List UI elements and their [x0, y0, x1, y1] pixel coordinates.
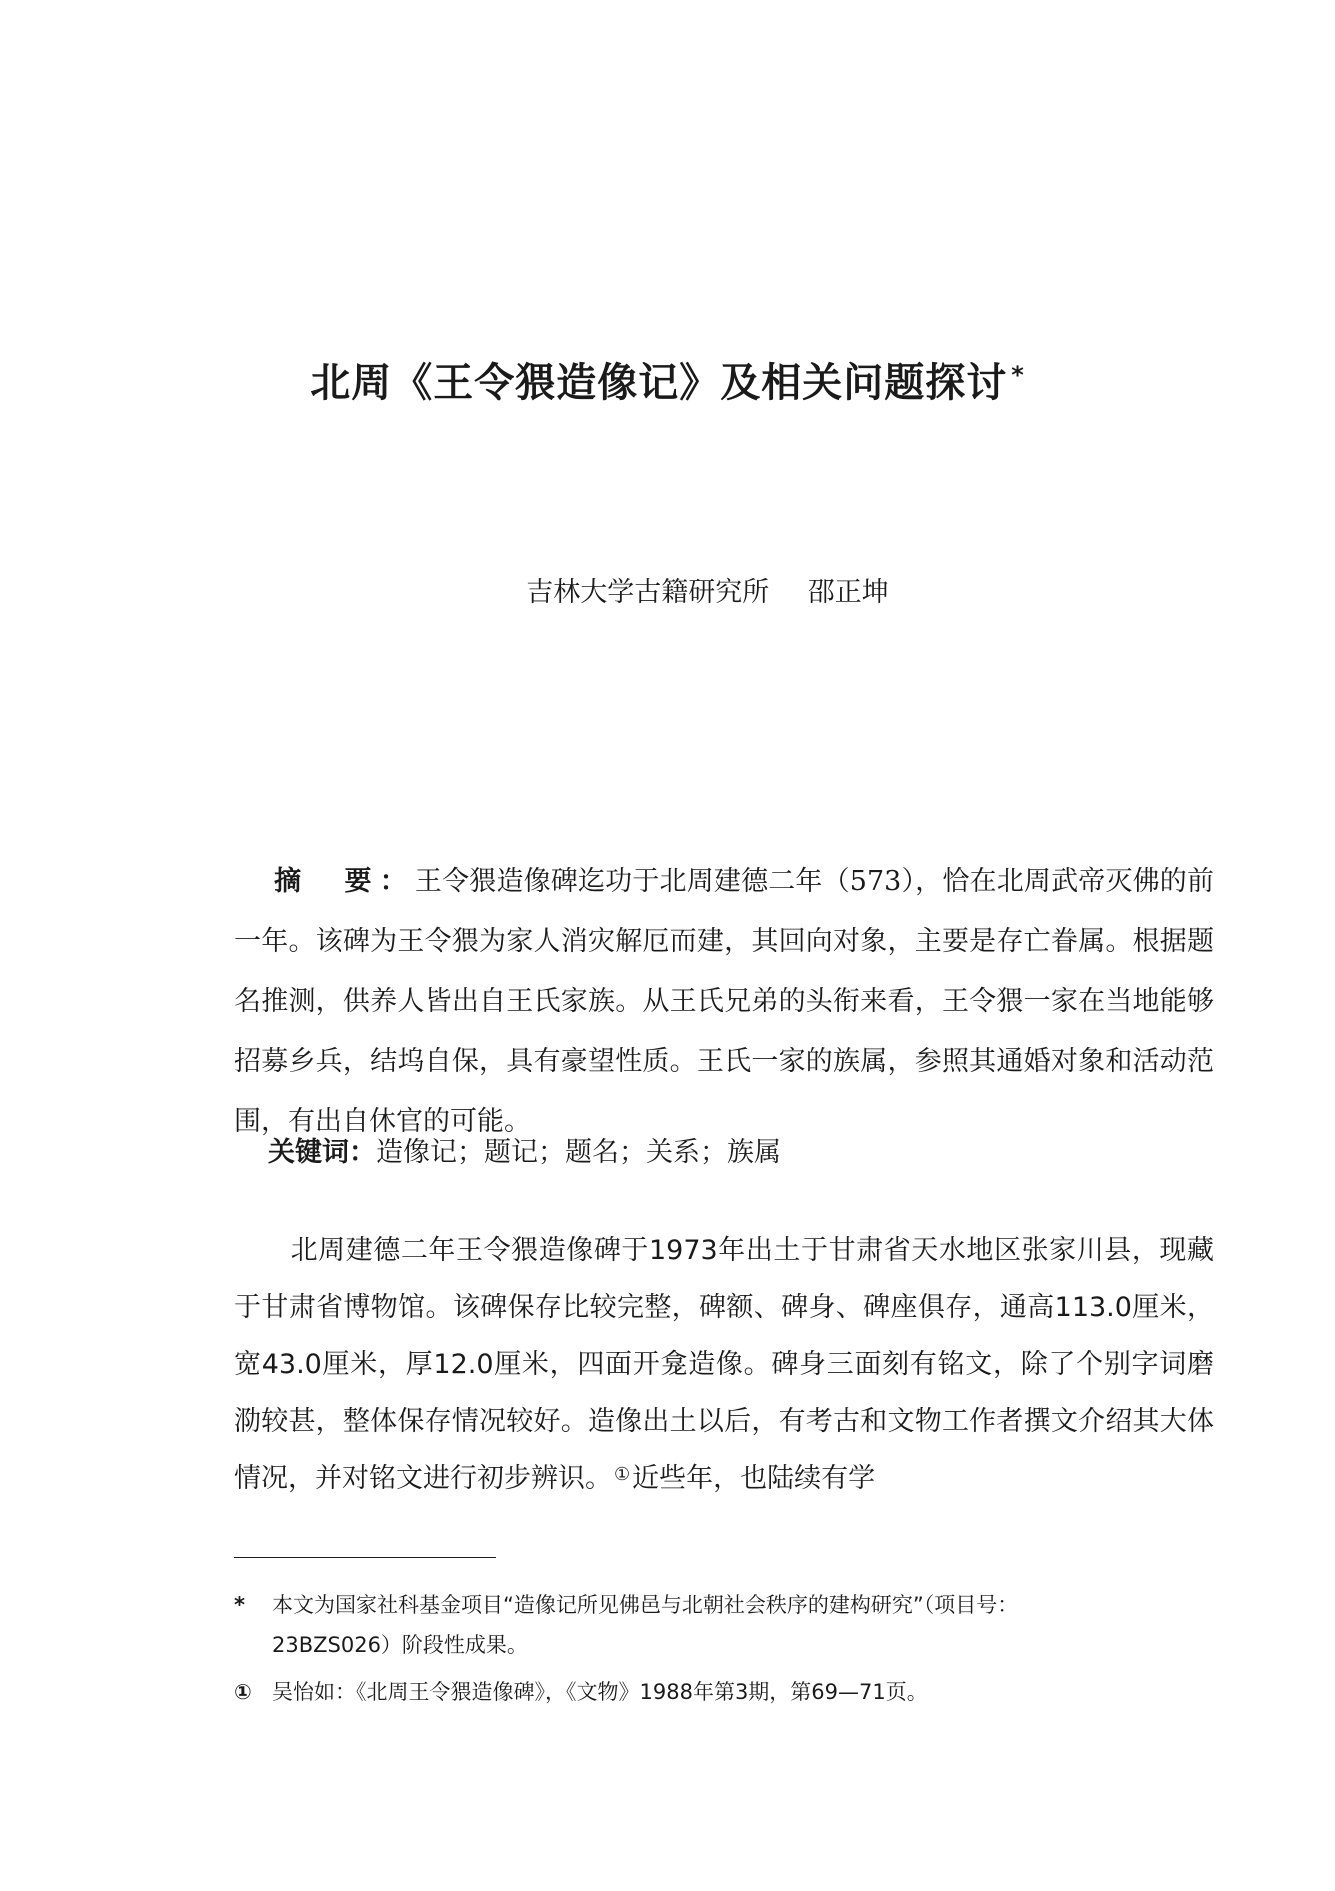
- keywords-label: 关键词：: [268, 1137, 376, 1168]
- footnote-1: [234, 1672, 1214, 1712]
- abstract-text: 王令猥造像碑迄功于北周建德二年（573），恰在北周武帝灭佛的前一年。该碑为王令猥为家人消灾解厄而建，其回向对象，主要是存亡眷属。根据题名推测，供养人皆出自王氏家族。从王氏兄弟的头衔来看，王令猥一家在当地能够招募乡兵，结坞自保，具有豪望性质。王氏一家的族属，参照其通婚对象和活动范围，有出自休官的可能。: [234, 866, 1214, 1137]
- footnote-ref-1[interactable]: ①: [614, 1464, 631, 1485]
- footnote-1-text: 吴怡如：《北周王令猥造像碑》，《文物》1988年第3期，第69—71页。: [272, 1680, 928, 1704]
- keywords-text: 造像记；题记；题名；关系；族属: [376, 1137, 781, 1168]
- keywords: [268, 1128, 1208, 1178]
- abstract-label: 摘 要：: [274, 866, 415, 897]
- author-institution: 吉林大学古籍研究所: [526, 577, 770, 608]
- title-text: 北周《王令猥造像记》及相关问题探讨: [310, 360, 1008, 406]
- body-text-part2: 近些年，也陆续有学: [632, 1463, 876, 1494]
- body-text-part1: 北周建德二年王令猥造像碑于1973年出土于甘肃省天水地区张家川县，现藏于甘肃省博物馆。该碑保存比较完整，碑额、碑身、碑座俱存，通高113.0厘米，宽43.0厘米，厚12.0厘米，四面开龛造像。碑身三面刻有铭文，除了个别字词磨泐较甚，整体保存情况较好。造像出土以后，有考古和文物工作者撰文介绍其大体情况，并对铭文进行初步辨识。: [234, 1235, 1214, 1494]
- author-line: [0, 573, 1335, 613]
- article-title: [0, 355, 1335, 411]
- author-name: 邵正坤: [807, 577, 889, 608]
- footnote-1-mark: ①: [234, 1680, 252, 1704]
- footnote-funding: [234, 1585, 1214, 1665]
- footnote-funding-line2: 23BZS026）阶段性成果。: [272, 1633, 528, 1657]
- title-footnote-marker[interactable]: *: [1011, 361, 1025, 389]
- body-paragraph: [234, 1222, 1214, 1507]
- footnote-funding-mark: *: [234, 1593, 245, 1617]
- abstract: [234, 852, 1214, 1152]
- footnote-divider: [234, 1557, 496, 1558]
- footnote-funding-line1: 本文为国家社科基金项目“造像记所见佛邑与北朝社会秩序的建构研究”（项目号：: [272, 1593, 1019, 1617]
